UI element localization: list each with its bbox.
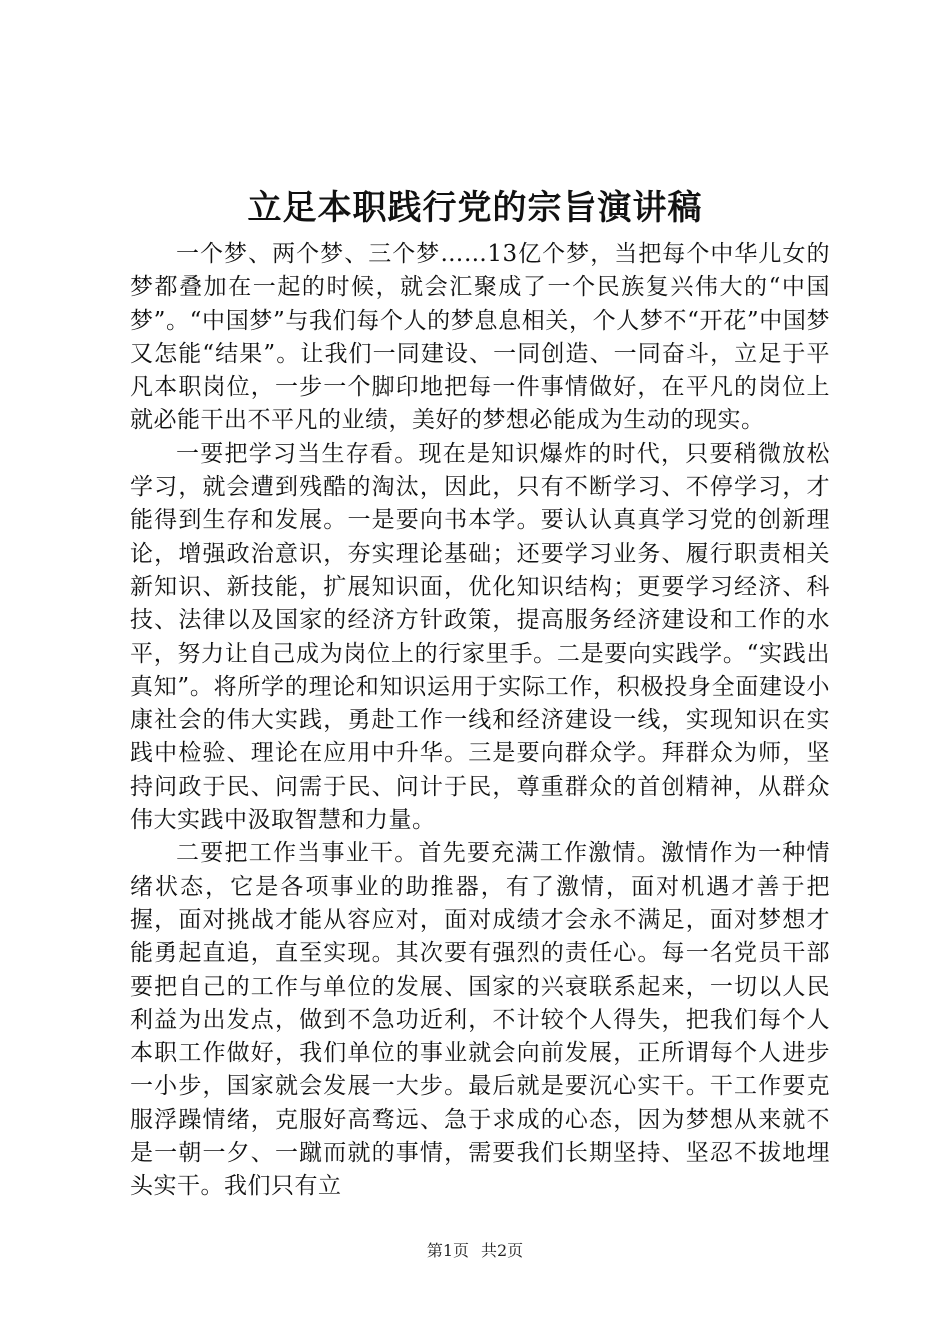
document-body	[130, 238, 830, 1204]
page-total: 共2页	[481, 1241, 524, 1260]
page-footer	[0, 1240, 950, 1262]
paragraph-1: 一个梦、两个梦、三个梦……13亿个梦，当把每个中华儿女的梦都叠加在一起的时候，就会汇聚成了一个民族复兴伟大的“中国梦”。“中国梦”与我们每个人的梦息息相关，个人梦不“开花”中国梦又怎能“结果”。让我们一同建设、一同创造、一同奋斗，立足于平凡本职岗位，一步一个脚印地把每一件事情做好，在平凡的岗位上就必能干出不平凡的业绩，美好的梦想必能成为生动的现实。	[130, 241, 830, 434]
paragraph-3: 二要把工作当事业干。首先要充满工作激情。激情作为一种情绪状态，它是各项事业的助推器，有了激情，面对机遇才善于把握，面对挑战才能从容应对，面对成绩才会永不满足，面对梦想才能勇起直追，直至实现。其次要有强烈的责任心。每一名党员干部要把自己的工作与单位的发展、国家的兴衰联系起来，一切以人民利益为出发点，做到不急功近利，不计较个人得失，把我们每个人本职工作做好，我们单位的事业就会向前发展，正所谓每个人进步一小步，国家就会发展一大步。最后就是要沉心实干。干工作要克服浮躁情绪，克服好高骛远、急于求成的心态，因为梦想从来就不是一朝一夕、一蹴而就的事情，需要我们长期坚持、坚忍不拔地埋头实干。我们只有立	[130, 840, 830, 1200]
document-title: 立足本职践行党的宗旨演讲稿	[247, 188, 703, 228]
paragraph-2: 一要把学习当生存看。现在是知识爆炸的时代，只要稍微放松学习，就会遭到残酷的淘汰，因此，只有不断学习、不停学习，才能得到生存和发展。一是要向书本学。要认认真真学习党的创新理论，增强政治意识，夯实理论基础；还要学习业务、履行职责相关新知识、新技能，扩展知识面，优化知识结构；更要学习经济、科技、法律以及国家的经济方针政策，提高服务经济建设和工作的水平，努力让自己成为岗位上的行家里手。二是要向实践学。“实践出真知”。将所学的理论和知识运用于实际工作，积极投身全面建设小康社会的伟大实践，勇赴工作一线和经济建设一线，实现知识在实践中检验、理论在应用中升华。三是要向群众学。拜群众为师，坚持问政于民、问需于民、问计于民，尊重群众的首创精神，从群众伟大实践中汲取智慧和力量。	[130, 440, 830, 834]
page-number: 第1页	[426, 1241, 469, 1260]
